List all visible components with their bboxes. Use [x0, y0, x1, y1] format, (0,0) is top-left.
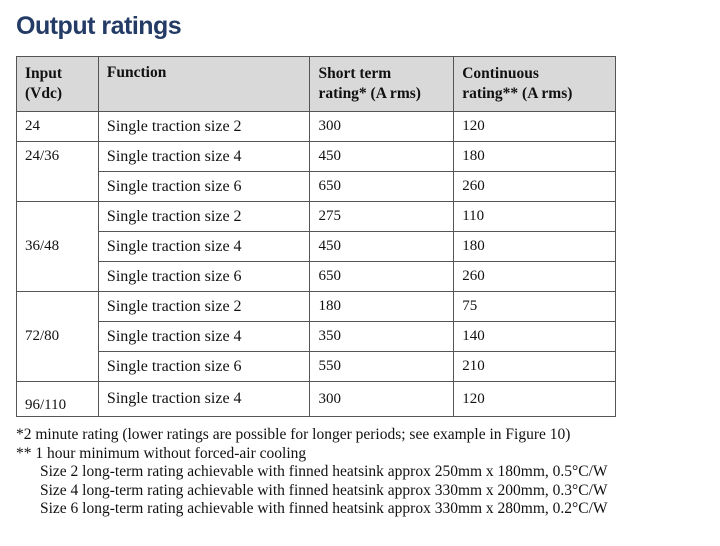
- table-header-row: [17, 57, 616, 112]
- short-term-cell: 300: [310, 112, 454, 142]
- header-continuous: [454, 57, 616, 112]
- short-term-cell: 450: [310, 232, 454, 262]
- continuous-cell: 120: [454, 112, 616, 142]
- short-term-cell: 350: [310, 322, 454, 352]
- table-row: [17, 322, 616, 352]
- header-short-term: [310, 57, 454, 112]
- header-input: [17, 57, 99, 112]
- table-row: [17, 172, 616, 202]
- header-short-term-line2: rating* (A rms): [318, 85, 421, 102]
- function-cell: Single traction size 6: [98, 262, 310, 292]
- output-ratings-table: [16, 56, 616, 417]
- function-cell: Single traction size 2: [98, 202, 310, 232]
- input-cell: 72/80: [17, 292, 99, 382]
- input-cell: [17, 142, 99, 202]
- table-row: [17, 262, 616, 292]
- input-cell-text: 96/110: [25, 397, 67, 413]
- continuous-cell: 75: [454, 292, 616, 322]
- footnote-continuous: ** 1 hour minimum without forced-air cooling: [16, 444, 307, 462]
- page-title: Output ratings: [16, 12, 182, 40]
- header-function-line1: Function: [106, 64, 167, 81]
- footnote-short-term: *2 minute rating (lower ratings are possible for longer periods; see example in Figure 10): [16, 426, 571, 443]
- input-cell: 36/48: [17, 202, 99, 292]
- continuous-cell: 180: [454, 232, 616, 262]
- table-row: [17, 142, 616, 172]
- table-row: [17, 352, 616, 382]
- header-input-line2: (Vdc): [25, 85, 63, 102]
- function-cell: Single traction size 6: [98, 352, 310, 382]
- continuous-cell: 110: [454, 202, 616, 232]
- footnote-size6: Size 6 long-term rating achievable with finned heatsink approx 330mm x 280mm, 0.2°C/W: [40, 500, 608, 517]
- footnote-size4: Size 4 long-term rating achievable with finned heatsink approx 330mm x 200mm, 0.3°C/W: [40, 481, 608, 499]
- function-cell: Single traction size 4: [98, 382, 310, 417]
- continuous-cell: 180: [454, 142, 616, 172]
- continuous-cell: 260: [454, 172, 616, 202]
- function-cell: Single traction size 4: [98, 142, 310, 172]
- short-term-cell: 300: [310, 382, 454, 417]
- short-term-cell: 650: [310, 172, 454, 202]
- footnote-size2: Size 2 long-term rating achievable with finned heatsink approx 250mm x 180mm, 0.5°C/W: [40, 463, 608, 480]
- table-row: [17, 382, 616, 417]
- header-function: [98, 57, 310, 112]
- input-cell-text: 24/36: [25, 148, 60, 164]
- table-row: [17, 202, 616, 232]
- function-cell: Single traction size 2: [98, 112, 310, 142]
- function-cell: Single traction size 6: [98, 172, 310, 202]
- short-term-cell: 550: [310, 352, 454, 382]
- continuous-cell: 210: [454, 352, 616, 382]
- header-short-term-line1: Short term: [318, 65, 392, 82]
- continuous-cell: 260: [454, 262, 616, 292]
- header-continuous-line1: Continuous: [462, 65, 539, 82]
- continuous-cell: 120: [454, 382, 616, 417]
- function-cell: Single traction size 4: [98, 322, 310, 352]
- short-term-cell: 275: [310, 202, 454, 232]
- footnotes: [16, 426, 608, 519]
- header-continuous-line2: rating** (A rms): [462, 85, 573, 102]
- short-term-cell: 650: [310, 262, 454, 292]
- short-term-cell: 450: [310, 142, 454, 172]
- table-row: [17, 112, 616, 142]
- continuous-cell: 140: [454, 322, 616, 352]
- header-input-line1: Input: [25, 65, 63, 82]
- input-cell: [17, 382, 99, 417]
- short-term-cell: 180: [310, 292, 454, 322]
- table-row: [17, 232, 616, 262]
- function-cell: Single traction size 4: [98, 232, 310, 262]
- input-cell: 24: [17, 112, 99, 142]
- table-row: [17, 292, 616, 322]
- function-cell: Single traction size 2: [98, 292, 310, 322]
